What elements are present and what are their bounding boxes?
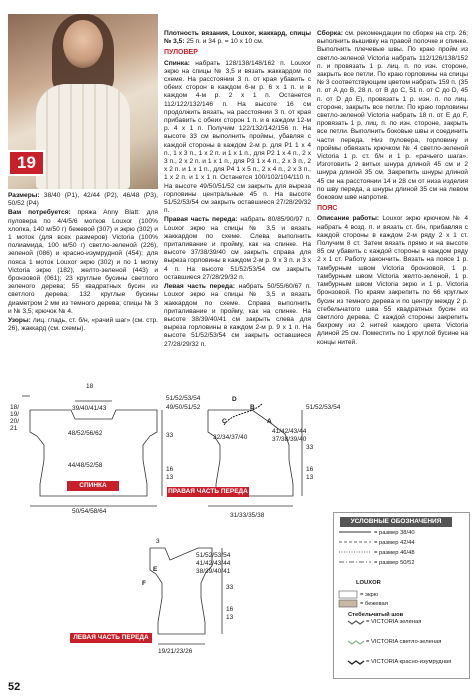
right-dim-32: 32/34/37/40 [213,434,248,441]
pullover-column: Плотность вязания, Louxor, жаккард, спицы № 3,5: 25 п. и 34 р. = 10 х 10 см. ПУЛОВЕР Спинка: набрать 128/138/148/162 п. Louxor экрю на спицы № 3,5 и вязать жаккардом по схеме. На расстоянии 3 п. от края убавить с обеих сторон в каждом 6-м р. 6 х 1 п. и в каждом 4-м р. 2 х 1 п. Останется 112/122/132/146 п. На высоте 16 см продолжить вязать, на расстоянии 3 п. от края прибавить с обеих сторон 1 п. и в каждом 12-м р. 4 х 1 п. Получим 122/132/142/156 п. На высоте 33 см выполнить проймы, убавляя с каждой стороны в каждом 2-м р. для Р1 1 х 4 п., 1 х 3 п., 1 х 2 п. и 1 х 1 п., для Р2 1 х 4 п., 2 х 3 п., 2 х 2 п. и 1 х 1 п., для Р3 1 х 4 п., 2 х 3 п., 2 х 2 п. и 1 х 1 п., для Р4 1 х 5 п., 2 х 4 п., 2 х 3 п., 1 х 2 п. и 1 х 1 п. Останется 100/102/104/110 п. На высоте 49/50/51/52 см закрыть для выреза горловины центральные 45 п. На высоте 51/52/53/54 см закрыть оставшиеся 27/28/29/32 п. Правая часть переда: набрать 80/85/90/97 п. Louxor экрю на спицы № 3,5 и вязать жаккардом по схеме. Слева выполнить приталивание и пройму, как на спинке. На высоте 37/38/39/40 см закрыть справа для выреза горловины в каждом 2-м р. 9 х 3 п. и 3 х 4 п. На высоте 51/52/53/54 см закрыть оставшиеся 27/28/29/32 п. Левая часть переда: набрать 50/55/60/67 п. Louxor экрю на спицы № 3,5 и вязать жаккардом по схеме. Справа выполнить приталивание и пройму, как на спинке. На высоте 38/39/40/41 см закрыть слева для выреза горловины в каждом 2-м р. 9 х 1 п. На высоте 51/52/53/54 см закрыть оставшиеся 27/28/29/32 п. [164,30,311,348]
point-c: C [222,418,227,425]
legend-louxor: LOUXOR [356,580,381,586]
point-a: A [267,418,272,425]
point-e: E [153,566,158,573]
back-dim-16: 16 [166,466,174,473]
belt-title: ПОЯС [317,205,338,213]
back-dim-33: 33 [166,432,174,439]
legend-stem: Стебельчатый шов [348,612,404,618]
pullover-title: ПУЛОВЕР [164,49,198,57]
legend-size-2: = размер 42/44 [374,540,415,546]
legend-title: УСЛОВНЫЕ ОБОЗНАЧЕНИЯ [340,517,452,527]
legend-stem-1: = VICTORIA зеленая [366,619,422,625]
legend-ecru: = экрю [360,592,379,598]
page-number: 52 [8,681,21,693]
left-dim-33: 33 [226,584,234,591]
back-dim-39: 39/40/41/43 [72,405,107,412]
right-dim-51: 51/52/53/54 [306,404,341,411]
left-dim-13: 13 [226,614,234,621]
point-d: D [232,396,237,403]
legend-stem-2: = VICTORIA светло-зеленая [366,639,442,645]
legend-size-4: = размер 50/52 [374,560,415,566]
right-dim-16: 16 [306,466,314,473]
point-f: F [142,580,146,587]
back-dim-49: 49/50/51/52 [166,404,201,411]
left-dim-16: 16 [226,606,234,613]
back-dim-left: 18/ 19/ 20/ 21 [10,404,20,432]
back-dim-44: 44/48/52/58 [68,462,103,469]
back-dim-50: 50/54/58/64 [72,508,107,515]
left-dim-19: 19/21/23/26 [158,648,193,655]
back-dim-13: 13 [166,474,174,481]
model-number-badge: 19 [8,150,45,176]
point-b: B [250,404,255,411]
assembly-column: Сборка: см. рекомендации по сборке на стр. 26; выполнить вышивку на правой полочке и спинке. Выполнить плечевые швы. По краю пройм из светло-зеленой Victoria набрать 112/126/138/152 п. и провязать 1 р. лиц. п. по изн. стороне, закрыть все петли. По краю горловины на спицы № 3 соответствующим цветом набрать 159 п. (35 п. от А до В, 28 п. от В до С, 51 п. от С до D, 45 п. от D до Е), провязать 1 р. изн. п. по лиц. стороне, закрыть все петли. По краю горловины светло-зеленой Victoria набрать 18 п. от Е до F, провязать 1 р. лиц. п. по изн. стороне, закрыть все петли. Выполнить боковые швы и соединить части переда. Низ пуловера, горловину и проймы обвязать крючком № 4 светло-зеленой Victoria 1 р. ст. б/н и 1 р. «рачьего шага». Изготовить 2 витых шнура длиной 45 см и 2 шнура длиной 35 см. Закрепить шнуры длиной 45 см на расстоянии 14 и 28 см от низа изделия по шву переда, а шнуры длиной 35 см на левом боковом шве напротив. ПОЯС Описание работы: Louxor экрю крючком № 4 набрать 4 возд. п. и вязать ст. б/н, прибавляя с каждой стороны в каждом 2-м ряду 2 х 1 ст. Получим 8 ст. Затем вязать прямо и на высоте 85 см убавить с каждой стороны в каждом ряду 2 х 1 ст. Работу закончить. Вязать на поясе 1 р. тамбурным швом Victoria бронзовой, 1 р. тамбурным швом Victoria желто-зеленой, 1 р. тамбурным швом Victoria экрю и 1 р. Victoria бронзовой. По краям закрепить по 66 круглых бусин из темного дерева и по центру между 2 р. стебельчатого шва 55 квадратных бусин из светлого дерева. С каждой стороны закрепить бахрому из 2 нитей каждого цвета Victoria длиной 25 см. Поместить по 1 круглой бусине на концы нитей. [317,30,468,346]
right-front-outline [208,410,293,496]
right-front-title: ПРАВАЯ ЧАСТЬ ПЕРЕДА [168,488,248,495]
left-dim-3: 3 [156,538,160,545]
legend-beige: = бежевая [360,601,388,607]
left-dim-38: 38/39/40/41 [196,568,231,575]
left-dim-51: 51/52/53/54 [196,552,231,559]
legend-size-1: = размер 38/40 [374,530,415,536]
right-dim-41: 41/42/43/44 [272,428,307,435]
left-front-title: ЛЕВАЯ ЧАСТЬ ПЕРЕДА [70,633,152,643]
legend-stem-3: = VICTORIA красно-изумрудная [366,659,452,665]
right-dim-31: 31/33/35/38 [230,512,265,519]
left-dim-41: 41/42/43/44 [196,560,231,567]
back-title: СПИНКА [67,481,119,491]
back-dim-top: 18 [86,383,94,390]
back-dim-48: 48/52/56/62 [68,430,103,437]
right-dim-13: 13 [306,474,314,481]
legend-size-3: = размер 46/48 [374,550,415,556]
back-dim-51: 51/52/53/54 [166,395,201,402]
right-dim-37: 37/38/39/40 [272,436,307,443]
materials-column: Размеры: 38/40 (Р1), 42/44 (Р2), 46/48 (Р3), 50/52 (Р4) Вам потребуется: пряжа Anny Blatt: для пуловера по 4/4/5/6 мотков Louxor (100% хлопка, 140 м/50 г) бежевой (307) и экрю (302) и 1 моток (для всех размеров) Victoria (100% полиамида, 100 м/50 г) светло-зеленой (226), зеленой (086) и красно-изумрудной (454); для пояса 1 моток Louxor экрю (302) и по 1 мотку Victoria экрю (182), желто-зеленой (443) и бронзовой (061); 23 круглые бусины светлого зеленого дерева; 55 квадратных бусин из светлого дерева; 132 круглые бусины диаметром 2 мм из темного дерева; спицы № 3 и № 3,5; крючок № 4. Узоры: лиц. гладь, ст. б/н, «рачий шаг» (см. стр. 26), жаккард (см. схемы). [8,192,158,333]
right-dim-33: 33 [306,444,314,451]
legend-box [333,512,470,679]
